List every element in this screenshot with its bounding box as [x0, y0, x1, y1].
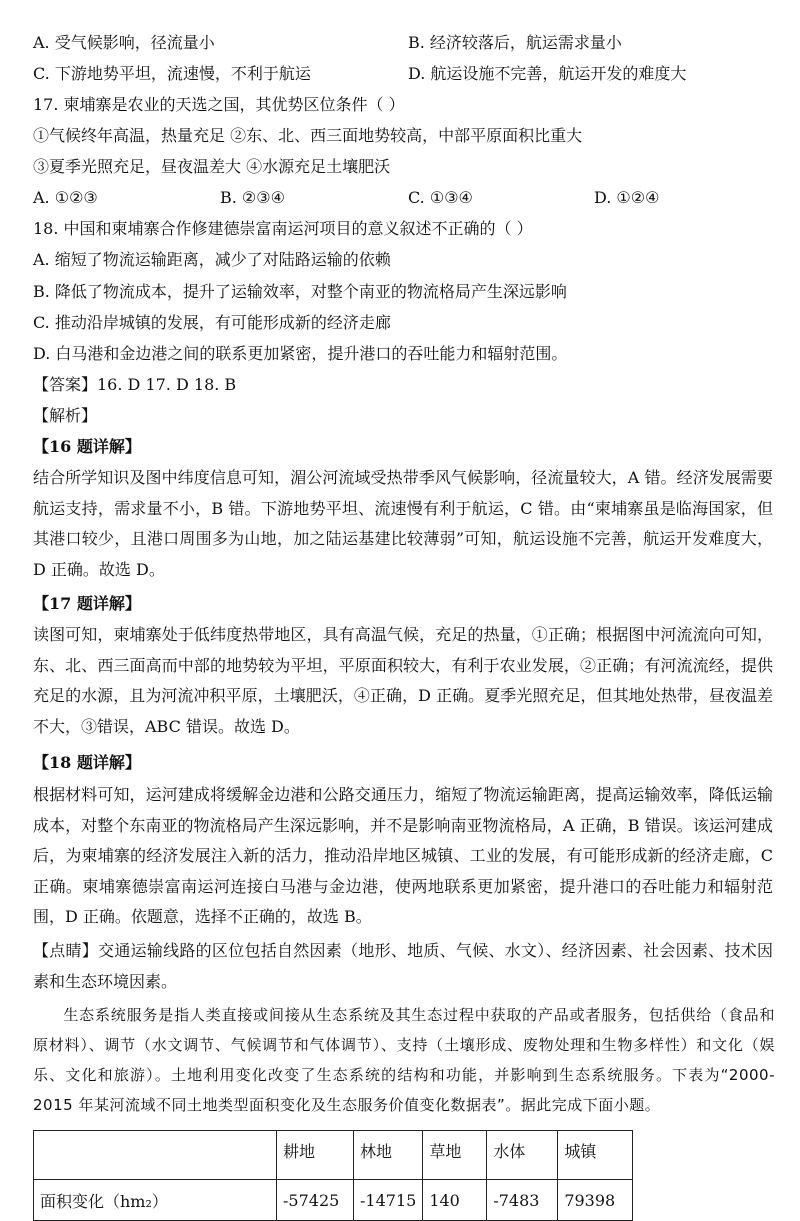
- table-cell: -14715: [354, 1180, 423, 1221]
- table-header-cell: 城镇: [558, 1131, 633, 1180]
- table-header-cell: 林地: [354, 1131, 423, 1180]
- q17-items-line1: ①气候终年高温，热量充足 ②东、北、西三面地势较高，中部平原面积比重大: [33, 126, 583, 145]
- q16-option-d: D. 航运设施不完善，航运开发的难度大: [408, 64, 687, 83]
- q18-option-b: B. 降低了物流成本，提升了运输效率，对整个南亚的物流格局产生深远影响: [33, 282, 567, 301]
- analysis-label: 【解析】: [33, 406, 98, 425]
- material-intro: [33, 1000, 775, 1120]
- table-header-cell: 耕地: [277, 1131, 354, 1180]
- q17-option-c: C. ①③④: [408, 188, 473, 207]
- d16-text: 结合所学知识及图中纬度信息可知，湄公河流域受热带季风气候影响，径流量较大，A 错。经济发展需要航运支持，需求量不小，B 错。下游地势平坦、流速慢有利于航运，C 错。由“柬埔寨虽是临海国家，但其港口较少，且港口周围多为山地，加之陆运基建比较薄弱”可知，航运设施不完善，航运开发难度大，D 正确。故选 D。: [33, 468, 773, 579]
- table-header-cell: 水体: [487, 1131, 558, 1180]
- q17-option-d: D. ①②④: [594, 188, 660, 207]
- answer-line: 【答案】16. D 17. D 18. B: [33, 375, 237, 394]
- q17-items-line2: ③夏季光照充足，昼夜温差大 ④水源充足土壤肥沃: [33, 157, 391, 176]
- table-header-cell: 草地: [423, 1131, 487, 1180]
- q17-option-a: A. ①②③: [33, 188, 98, 207]
- table-row-label: 面积变化（hm₂）: [34, 1180, 277, 1221]
- table-cell: -7483: [487, 1180, 558, 1221]
- d18-text: 根据材料可知，运河建成将缓解金边港和公路交通压力，缩短了物流运输距离，提高运输效率，降低运输成本，对整个东南亚的物流格局产生深远影响，并不是影响南亚物流格局，A 正确，B 错误。该运河建成后，为柬埔寨的经济发展注入新的活力，推动沿岸地区城镇、工业的发展，有可能形成新的经济走廊，C 正确。柬埔寨德崇富南运河连接白马港与金边港，使两地联系更加紧密，提升港口的吞吐能力和辐射范围，D 正确。依题意，选择不正确的，故选 B。: [33, 785, 773, 926]
- q16-option-b: B. 经济较落后，航运需求量小: [408, 33, 622, 52]
- q17-option-b: B. ②③④: [220, 188, 285, 207]
- q18-stem: 18. 中国和柬埔寨合作修建德崇富南运河项目的意义叙述不正确的（ ）: [33, 219, 533, 238]
- q18-option-a: A. 缩短了物流运输距离，减少了对陆路运输的依赖: [33, 250, 391, 269]
- q18-option-c: C. 推动沿岸城镇的发展，有可能形成新的经济走廊: [33, 313, 391, 332]
- tip-text: 【点睛】交通运输线路的区位包括自然因素（地形、地质、气候、水文）、经济因素、社会因素、技术因素和生态环境因素。: [33, 941, 773, 991]
- table-cell: 140: [423, 1180, 487, 1221]
- table-cell: 79398: [558, 1180, 633, 1221]
- table-row: [34, 1180, 633, 1221]
- land-change-table: [33, 1130, 633, 1221]
- d18-heading: 【18 题详解】: [33, 753, 141, 772]
- q17-stem: 17. 柬埔寨是农业的天选之国，其优势区位条件（ ）: [33, 95, 405, 114]
- q16-option-c: C. 下游地势平坦，流速慢，不利于航运: [33, 64, 311, 83]
- table-header-cell: [34, 1131, 277, 1180]
- q18-option-d: D. 白马港和金边港之间的联系更加紧密，提升港口的吞吐能力和辐射范围。: [33, 344, 568, 363]
- d17-heading: 【17 题详解】: [33, 594, 141, 613]
- table-header-row: [34, 1131, 633, 1180]
- material-intro-text: 生态系统服务是指人类直接或间接从生态系统及其生态过程中获取的产品或者服务，包括供给（食品和原材料）、调节（水文调节、气候调节和气体调节）、支持（土壤形成、废物处理和生物多样性）和文化（娱乐、文化和旅游）。土地利用变化改变了生态系统的结构和功能，并影响到生态系统服务。下表为“2000-2015 年某河流域不同土地类型面积变化及生态服务价值变化数据表”。据此完成下面小题。: [33, 1006, 775, 1114]
- table-cell: -57425: [277, 1180, 354, 1221]
- q16-option-a: A. 受气候影响，径流量小: [33, 33, 215, 52]
- d16-heading: 【16 题详解】: [33, 437, 141, 456]
- d17-text: 读图可知，柬埔寨处于低纬度热带地区，具有高温气候，充足的热量，①正确；根据图中河流流向可知，东、北、西三面高而中部的地势较为平坦，平原面积较大，有利于农业发展，②正确；有河流流经，提供充足的水源，且为河流冲积平原，土壤肥沃，④正确，D 正确。夏季光照充足，但其地处热带，昼夜温差不大，③错误，ABC 错误。故选 D。: [33, 625, 773, 736]
